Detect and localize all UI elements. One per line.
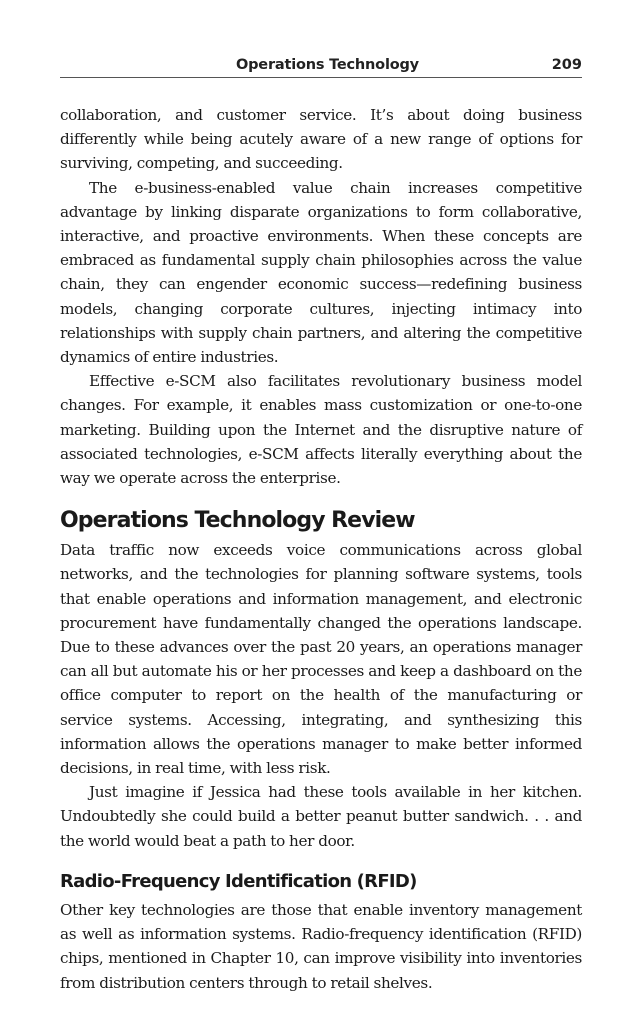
paragraph-rfid: Other key technologies are those that enable inventory management as well as information systems. Radio-frequency identification (RFID) chips, mentioned in Chapter 10, can improve visibility into inventories from distribution centers through to retail shelves. — [60, 900, 582, 992]
running-head-title: Operations Technology — [236, 57, 419, 73]
running-head — [60, 55, 582, 78]
paragraph-data-traffic: Data traffic now exceeds voice communications across global networks, and the technologies for planning software systems, tools that enable operations and information management, and electronic procurement have fundamentally changed the operations landscape. Due to these advances over the past 20 years, an operations manager can all but automate his or her processes and keep a dashboard on the office computer to report on the health of the manufacturing or service systems. Accessing, integrating, and synthesizing this information allows the operations manager to make better informed decisions, in real time, with less risk. — [60, 541, 582, 778]
paragraph-e-scm: Effective e-SCM also facilitates revolutionary business model changes. For example, it enables mass customization or one-to-one marketing. Building upon the Internet and the disruptive nature of associated technologies, e-SCM affects literally everything about the way we operate across the enterprise. — [60, 372, 582, 488]
subsection-heading: Radio-Frequency Identification (RFID) — [60, 870, 417, 892]
page-number: 209 — [551, 57, 582, 73]
paragraph-continued: collaboration, and customer service. It’s about doing business differently while being acutely aware of a new range of options for surviving, competing, and succeeding. — [60, 106, 582, 173]
body-text — [60, 103, 582, 995]
section-heading: Operations Technology Review — [60, 508, 415, 534]
paragraph-value-chain: The e-business-enabled value chain increases competitive advantage by linking disparate organizations to form collaborative, interactive, and proactive environments. When these concepts are embraced as fundamental supply chain philosophies across the value chain, they can engender economic success—redefining business models, changing corporate cultures, injecting intimacy into relationships with supply chain partners, and altering the competitive dynamics of entire industries. — [60, 178, 582, 367]
paragraph-jessica: Just imagine if Jessica had these tools available in her kitchen. Undoubtedly she could build a better peanut butter sandwich. . . and the world would beat a path to her door. — [60, 783, 582, 850]
book-page — [60, 55, 582, 995]
